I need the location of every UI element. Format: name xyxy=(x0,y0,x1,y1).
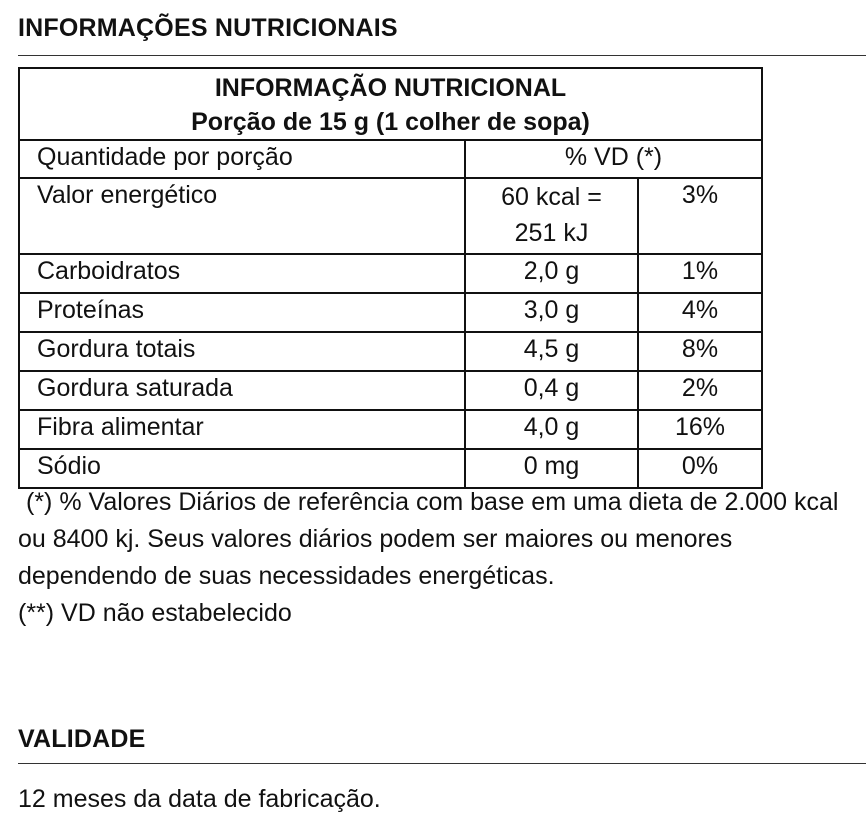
nutrient-label: Sódio xyxy=(19,449,465,488)
nutrition-section-heading: INFORMAÇÕES NUTRICIONAIS xyxy=(18,14,398,42)
nutrient-daily-value: 1% xyxy=(638,254,762,293)
nutrient-label: Carboidratos xyxy=(19,254,465,293)
nutrient-label: Gordura saturada xyxy=(19,371,465,410)
nutrient-label: Proteínas xyxy=(19,293,465,332)
table-title: INFORMAÇÃO NUTRICIONAL xyxy=(214,74,567,102)
daily-value-footnote: (*) % Valores Diários de referência com base em uma dieta de 2.000 kcal ou 8400 kj. Seus valores diários podem ser maiores ou menores dependendo de suas necessidades energéticas. xyxy=(18,488,839,590)
nutrient-label: Fibra alimentar xyxy=(19,410,465,449)
nutrient-amount: 0,4 g xyxy=(465,371,638,410)
table-row xyxy=(19,332,762,371)
energy-kj: 251 kJ xyxy=(514,219,589,247)
table-footnotes xyxy=(18,484,866,632)
table-row-energy xyxy=(19,178,762,254)
nutrient-amount: 4,5 g xyxy=(465,332,638,371)
validity-section-divider xyxy=(18,763,866,764)
table-row xyxy=(19,371,762,410)
dv-not-established-footnote: (**) VD não estabelecido xyxy=(18,599,292,627)
nutrient-daily-value: 0% xyxy=(638,449,762,488)
nutrition-section-divider xyxy=(18,55,866,56)
nutrient-label: Gordura totais xyxy=(19,332,465,371)
serving-size: Porção de 15 g (1 colher de sopa) xyxy=(191,108,590,136)
energy-kcal: 60 kcal = xyxy=(501,183,602,211)
nutrient-daily-value: 4% xyxy=(638,293,762,332)
nutrient-amount: 3,0 g xyxy=(465,293,638,332)
nutrient-amount xyxy=(465,178,638,254)
table-row xyxy=(19,449,762,488)
nutrient-label: Valor energético xyxy=(19,178,465,254)
table-row xyxy=(19,293,762,332)
nutrient-amount: 0 mg xyxy=(465,449,638,488)
table-title-cell xyxy=(19,68,762,140)
daily-value-header: % VD (*) xyxy=(465,140,762,178)
table-header-row xyxy=(19,140,762,178)
nutrient-daily-value: 8% xyxy=(638,332,762,371)
validity-text: 12 meses da data de fabricação. xyxy=(18,785,381,813)
nutrient-daily-value: 3% xyxy=(638,178,762,254)
nutrient-amount: 2,0 g xyxy=(465,254,638,293)
nutrient-daily-value: 2% xyxy=(638,371,762,410)
quantity-per-serving-header: Quantidade por porção xyxy=(19,140,465,178)
nutrient-amount: 4,0 g xyxy=(465,410,638,449)
validity-section-heading: VALIDADE xyxy=(18,725,146,753)
table-row xyxy=(19,254,762,293)
table-row xyxy=(19,410,762,449)
nutrition-facts-table xyxy=(18,67,763,489)
nutrient-daily-value: 16% xyxy=(638,410,762,449)
